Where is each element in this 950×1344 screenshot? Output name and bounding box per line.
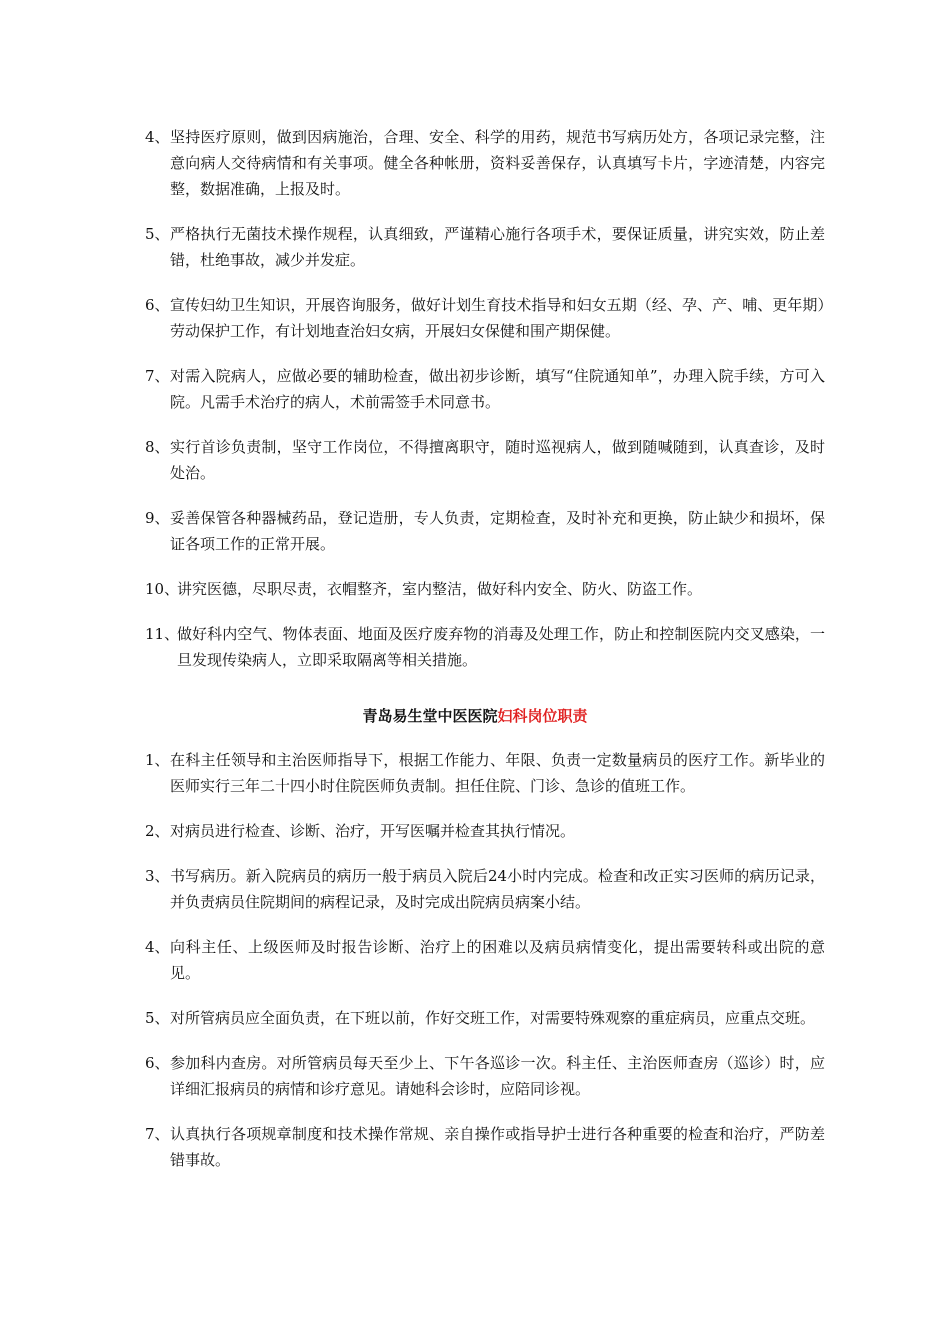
list-item (145, 576, 825, 602)
section-title-duties: 妇科岗位职责 (497, 707, 588, 725)
item-text: 在科主任领导和主治医师指导下，根据工作能力、年限、负责一定数量病员的医疗工作。新毕业的医师实行三年二十四小时住院医师负责制。担任住院、门诊、急诊的值班工作。 (170, 751, 825, 795)
item-number: 5、 (145, 225, 170, 243)
duties-list-continued (145, 124, 825, 692)
list-item (145, 621, 825, 673)
list-item (145, 747, 825, 799)
list-item (145, 1121, 825, 1173)
item-number: 10、 (145, 580, 180, 598)
list-item (145, 505, 825, 557)
item-text: 讲究医德，尽职尽责，衣帽整齐，室内整洁，做好科内安全、防火、防盗工作。 (177, 580, 703, 598)
item-number: 4、 (145, 938, 170, 956)
list-item (145, 1050, 825, 1102)
gynecology-duties-list (145, 747, 825, 1192)
item-number: 11、 (145, 625, 180, 643)
item-text: 做好科内空气、物体表面、地面及医疗废弃物的消毒及处理工作，防止和控制医院内交叉感染，一旦发现传染病人，立即采取隔离等相关措施。 (177, 625, 825, 669)
list-item (145, 221, 825, 273)
list-item (145, 818, 825, 844)
item-number: 1、 (145, 751, 170, 769)
item-text: 妥善保管各种器械药品，登记造册，专人负责，定期检查，及时补充和更换，防止缺少和损坏，保证各项工作的正常开展。 (170, 509, 825, 553)
item-text: 对需入院病人，应做必要的辅助检查，做出初步诊断，填写“住院通知单”，办理入院手续，方可入院。凡需手术治疗的病人，术前需签手术同意书。 (170, 367, 825, 411)
list-item (145, 1005, 825, 1031)
item-number: 7、 (145, 1125, 170, 1143)
item-number: 7、 (145, 367, 170, 385)
item-text: 对所管病员应全面负责，在下班以前，作好交班工作，对需要特殊观察的重症病员，应重点交班。 (170, 1009, 816, 1027)
section-title-hospital: 青岛易生堂中医医院 (362, 707, 498, 725)
list-item (145, 363, 825, 415)
item-text: 严格执行无菌技术操作规程，认真细致，严谨精心施行各项手术，要保证质量，讲究实效，防止差错，杜绝事故，减少并发症。 (170, 225, 825, 269)
item-number: 6、 (145, 296, 170, 314)
item-number: 5、 (145, 1009, 170, 1027)
item-number: 4、 (145, 128, 170, 146)
item-text: 对病员进行检查、诊断、治疗，开写医嘱并检查其执行情况。 (170, 822, 576, 840)
item-text: 参加科内查房。对所管病员每天至少上、下午各巡诊一次。科主任、主治医师查房（巡诊）时，应详细汇报病员的病情和诊疗意见。请她科会诊时，应陪同诊视。 (170, 1054, 825, 1098)
item-text: 宣传妇幼卫生知识，开展咨询服务，做好计划生育技术指导和妇女五期（经、孕、产、哺、更年期）劳动保护工作，有计划地查治妇女病，开展妇女保健和围产期保健。 (170, 296, 825, 340)
item-number: 6、 (145, 1054, 170, 1072)
item-text: 书写病历。新入院病员的病历一般于病员入院后24小时内完成。检查和改正实习医师的病历记录，并负责病员住院期间的病程记录，及时完成出院病员病案小结。 (170, 867, 825, 911)
list-item (145, 292, 825, 344)
item-number: 8、 (145, 438, 170, 456)
list-item (145, 434, 825, 486)
list-item (145, 124, 825, 202)
item-text: 认真执行各项规章制度和技术操作常规、亲自操作或指导护士进行各种重要的检查和治疗，严防差错事故。 (170, 1125, 825, 1169)
list-item (145, 934, 825, 986)
item-number: 3、 (145, 867, 170, 885)
list-item (145, 863, 825, 915)
section-title (0, 704, 950, 728)
item-text: 向科主任、上级医师及时报告诊断、治疗上的困难以及病员病情变化，提出需要转科或出院的意见。 (170, 938, 825, 982)
item-number: 9、 (145, 509, 170, 527)
item-number: 2、 (145, 822, 170, 840)
item-text: 实行首诊负责制，坚守工作岗位，不得擅离职守，随时巡视病人，做到随喊随到，认真查诊，及时处治。 (170, 438, 825, 482)
item-text: 坚持医疗原则，做到因病施治，合理、安全、科学的用药，规范书写病历处方，各项记录完整，注意向病人交待病情和有关事项。健全各种帐册，资料妥善保存，认真填写卡片，字迹清楚，内容完整，数据准确，上报及时。 (170, 128, 825, 198)
